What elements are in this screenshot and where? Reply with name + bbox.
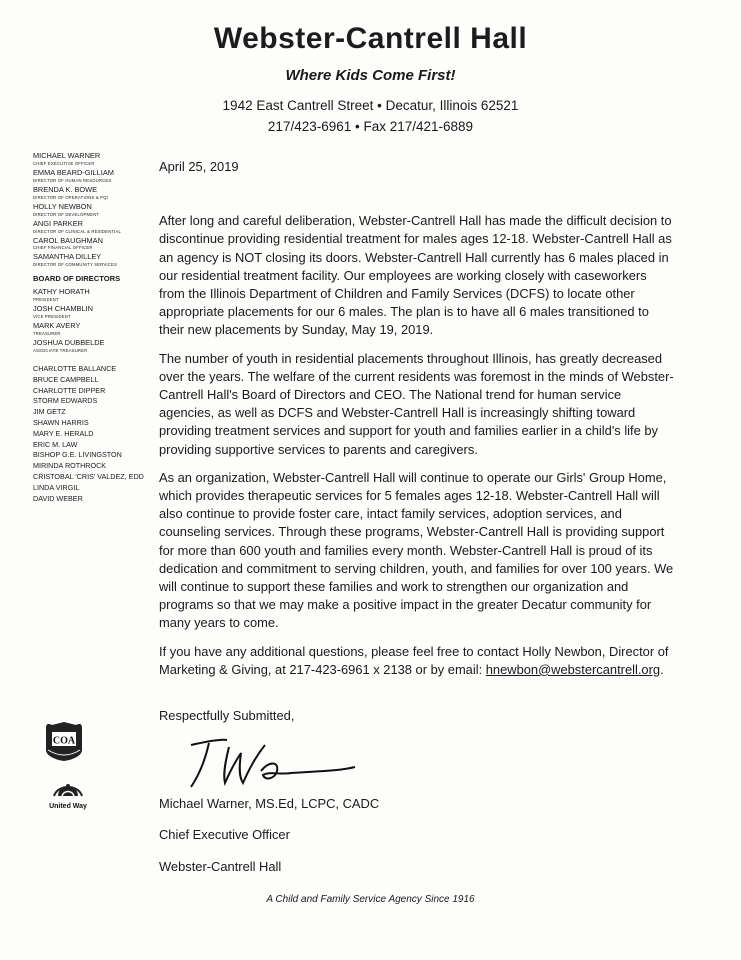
contact-text: If you have any additional questions, please feel free to contact Holly Newbon, Director of Marketing & Giving, at 217-423-6961 x 2138 or by email: <box>159 643 669 677</box>
directory-title: CHIEF FINANCIAL OFFICER <box>33 245 93 251</box>
directory-name: HOLLY NEWBON <box>33 201 92 211</box>
member-list <box>33 364 151 504</box>
signer-title: Chief Executive Officer <box>159 827 290 843</box>
directory-entry <box>33 152 151 166</box>
contact-end: . <box>660 661 664 677</box>
paragraph-2: The number of youth in residential placements throughout Illinois, has greatly decreased over the years. The welfare of the current residents was foremost in the minds of Webster-Cantrell Hall's Board of Directors and CEO. The National trend for human service agencies, as well as DCFS and Webster-Cantrell Hall is increasingly shifting toward providing treatment services and support for youth and families earlier in a child's life by providing supportive services to parents and caregivers. <box>159 350 674 457</box>
paragraph-3: As an organization, Webster-Cantrell Hall will continue to operate our Girls' Group Home, which provides therapeutic services for 5 females ages 12-18. Webster-Cantrell Hall will also continue to provide foster care, intact family services, adoption services, and counseling services. Through these programs, Webster-Cantrell Hall is providing support for more than 600 youth and families every month. Webster-Cantrell Hall is proud of its dedication and commitment to serving children, youth, and families for over 100 years. We will continue to support these families and work to strengthen our organization and programs so that we may make a positive impact in the greater Decatur community for many years to come. <box>159 469 674 631</box>
directory-title: ASSOCIATE TREASURER <box>33 348 88 354</box>
board-member: DAVID WEBER <box>33 493 83 503</box>
board-heading: BOARD OF DIRECTORS <box>33 274 121 284</box>
directory-entry <box>33 305 151 319</box>
board-gap <box>33 356 151 364</box>
board-member: SHAWN HARRIS <box>33 418 89 428</box>
directory-title: VICE PRESIDENT <box>33 314 71 320</box>
directory-name: BRENDA K. BOWE <box>33 184 98 194</box>
directory-name: MARK AVERY <box>33 321 81 331</box>
directory-entry <box>33 237 151 251</box>
sidebar-directory <box>33 152 151 504</box>
board-member: CHARLOTTE BALLANCE <box>33 364 117 374</box>
directory-entry <box>33 288 151 302</box>
contact-email-link[interactable]: hnewbon@webstercantrell.org <box>485 661 661 677</box>
directory-title: DIRECTOR OF OPERATIONS & PQI <box>33 194 109 200</box>
directory-entry <box>33 339 151 353</box>
directory-name: JOSHUA DUBBELDE <box>33 338 105 348</box>
directory-entry <box>33 322 151 336</box>
directory-entry <box>33 203 151 217</box>
letter-body <box>159 158 674 889</box>
directory-title: DIRECTOR OF CLINICAL & RESIDENTIAL <box>33 228 122 234</box>
signature-image <box>169 731 359 795</box>
directory-entry <box>33 169 151 183</box>
directory-title: DIRECTOR OF HUMAN RESOURCES <box>33 177 112 183</box>
signer-org: Webster-Cantrell Hall <box>159 858 282 874</box>
paragraph-1: After long and careful deliberation, Webster-Cantrell Hall has made the difficult decision to discontinue providing residential treatment for males ages 12-18. Webster-Cantrell Hall as an agency is NOT closing its doors. Webster-Cantrell Hall currently has 6 males placed in our residential treatment facility. Our employees are working closely with caseworkers from the Illinois Department of Children and Family Services (DCFS) to locate other appropriate placements for our 6 males. The plan is to have all 6 males transitioned to their new placements by Sunday, May 19, 2019. <box>159 213 672 338</box>
phone-fax: 217/423-6961 • Fax 217/421-6889 <box>267 119 474 134</box>
board-member: JIM GETZ <box>33 407 66 417</box>
directory-entry <box>33 253 151 267</box>
directory-title: DIRECTOR OF DEVELOPMENT <box>33 211 100 217</box>
address: 1942 East Cantrell Street • Decatur, Illinois 62521 <box>222 98 519 113</box>
coa-logo-text: COA <box>52 735 76 747</box>
directory-entry <box>33 186 151 200</box>
directory-name: MICHAEL WARNER <box>33 151 101 160</box>
directory-name: CAROL BAUGHMAN <box>33 235 103 245</box>
directory-name: JOSH CHAMBLIN <box>33 304 93 314</box>
closing: Respectfully Submitted, <box>159 708 295 724</box>
contact-paragraph <box>159 643 674 679</box>
board-member: CRISTOBAL 'CRIS' VALDEZ, EDD <box>33 472 144 482</box>
officer-list <box>33 288 151 353</box>
directory-name: KATHY HORATH <box>33 287 90 297</box>
board-member: MARY E. HERALD <box>33 428 94 438</box>
united-way-logo-text: United Way <box>49 803 87 810</box>
board-member: MIRINDA ROTHROCK <box>33 461 107 471</box>
united-way-logo <box>44 772 92 812</box>
board-member: CHARLOTTE DIPPER <box>33 385 106 395</box>
tagline: Where Kids Come First! <box>285 67 456 84</box>
directory-title: CHIEF EXECUTIVE OFFICER <box>33 160 95 166</box>
footer-tagline: A Child and Family Service Agency Since 1916 <box>266 894 475 905</box>
letter-date: April 25, 2019 <box>159 159 239 174</box>
signer-name: Michael Warner, MS.Ed, LCPC, CADC <box>159 796 380 812</box>
board-member: STORM EDWARDS <box>33 396 98 406</box>
directory-entry <box>33 220 151 234</box>
directory-title: DIRECTOR OF COMMUNITY SERVICES <box>33 262 117 268</box>
directory-name: ANGI PARKER <box>33 218 83 228</box>
org-name: Webster-Cantrell Hall <box>213 22 528 55</box>
staff-list <box>33 152 151 267</box>
directory-name: SAMANTHA DILLEY <box>33 252 102 262</box>
coa-accreditation-logo <box>42 720 86 762</box>
directory-title: PRESIDENT <box>33 297 59 303</box>
board-member: ERIC M. LAW <box>33 439 78 449</box>
board-member: LINDA VIRGIL <box>33 482 80 492</box>
board-member: BISHOP G.E. LIVINGSTON <box>33 450 122 460</box>
directory-name: EMMA BEARD-GILLIAM <box>33 167 114 177</box>
directory-title: TREASURER <box>33 331 61 337</box>
board-member: BRUCE CAMPBELL <box>33 374 99 384</box>
signature <box>169 731 674 795</box>
